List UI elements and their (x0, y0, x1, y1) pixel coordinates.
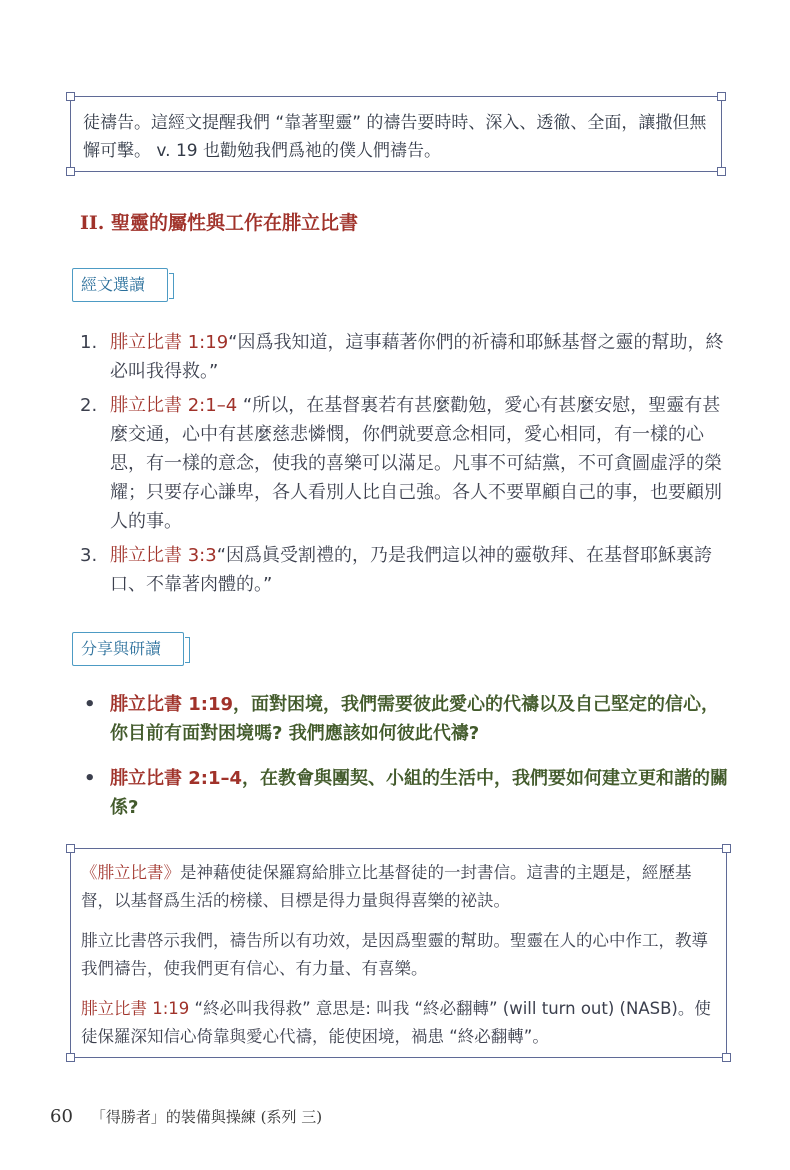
scripture-list (80, 328, 730, 604)
note-paragraph (81, 995, 712, 1051)
discussion-list (80, 690, 730, 838)
item-number: 2. (80, 395, 98, 416)
list-item (80, 328, 730, 386)
section-heading: II. 聖靈的屬性與工作在腓立比書 (80, 212, 359, 234)
list-item (80, 764, 730, 822)
page-footer (50, 1106, 322, 1127)
discussion-question: ，在教會與團契、小組的生活中，我們要如何建立更和諧的關係? (110, 768, 729, 818)
book-title: 「得勝者」的裝備與操練 (系列 三) (90, 1108, 323, 1126)
scripture-reference: 腓立比書 1:19 (81, 999, 190, 1018)
item-number: 3. (80, 545, 98, 566)
discussion-question: ，面對困境，我們需要彼此愛心的代禱以及自己堅定的信心，你目前有面對困境嗎? 我們應該如何彼此代禱? (110, 694, 720, 744)
scripture-reference: 腓立比書 2:1–4 (110, 395, 238, 416)
list-item (80, 690, 730, 748)
page-number: 60 (50, 1106, 73, 1127)
list-item (80, 541, 730, 599)
scripture-reference: 腓立比書 1:19 (110, 332, 229, 353)
scripture-reference: 腓立比書 2:1–4 (110, 768, 243, 789)
bullet-icon: • (84, 768, 96, 789)
book-reference: 《腓立比書》 (81, 863, 180, 882)
note-text: “終必叫我得救” 意思是: 叫我 “終必翻轉” (will turn out) (NASB)。使徒保羅深知信心倚靠與愛心代禱，能使困境，禍患 “終必翻轉”。 (81, 999, 711, 1046)
scripture-text: “因爲眞受割禮的，乃是我們這以神的靈敬拜、在基督耶穌裏誇口、不靠著肉體的。” (110, 545, 713, 595)
note-text: 是神藉使徒保羅寫給腓立比基督徒的一封書信。這書的主題是，經歷基督，以基督爲生活的榜樣、目標是得力量與得喜樂的祕訣。 (81, 863, 692, 910)
scripture-reading-tag: 經文選讀 (72, 268, 168, 302)
scripture-text: “因爲我知道，這事藉著你們的祈禱和耶穌基督之靈的幫助，終必叫我得救。” (110, 332, 724, 382)
explanation-note-box (70, 848, 727, 1058)
item-number: 1. (80, 332, 98, 353)
scripture-text: “所以，在基督裏若有甚麼勸勉，愛心有甚麼安慰，聖靈有甚麼交通，心中有甚麼慈悲憐憫，你們就要意念相同，愛心相同，有一樣的心思，有一樣的意念，使我的喜樂可以滿足。凡事不可結黨，不可貪圖虛浮的榮耀；只要存心謙卑，各人看別人比自己強。各人不要單顧自己的事，也要顧別人的事。 (110, 395, 722, 532)
bullet-icon: • (84, 694, 96, 715)
intro-note-text: 徒禱告。這經文提醒我們 “靠著聖靈” 的禱告要時時、深入、透徹、全面，讓撒但無懈可擊。 v. 19 也勸勉我們爲祂的僕人們禱告。 (83, 113, 707, 161)
intro-note-box (70, 96, 722, 172)
scripture-reference: 腓立比書 3:3 (110, 545, 217, 566)
discussion-tag: 分享與研讀 (72, 632, 184, 666)
scripture-reference: 腓立比書 1:19 (110, 694, 234, 715)
note-paragraph (81, 859, 712, 915)
list-item (80, 391, 730, 536)
note-paragraph: 腓立比書啓示我們，禱告所以有功效，是因爲聖靈的幫助。聖靈在人的心中作工，教導我們禱告，使我們更有信心、有力量、有喜樂。 (81, 931, 708, 978)
